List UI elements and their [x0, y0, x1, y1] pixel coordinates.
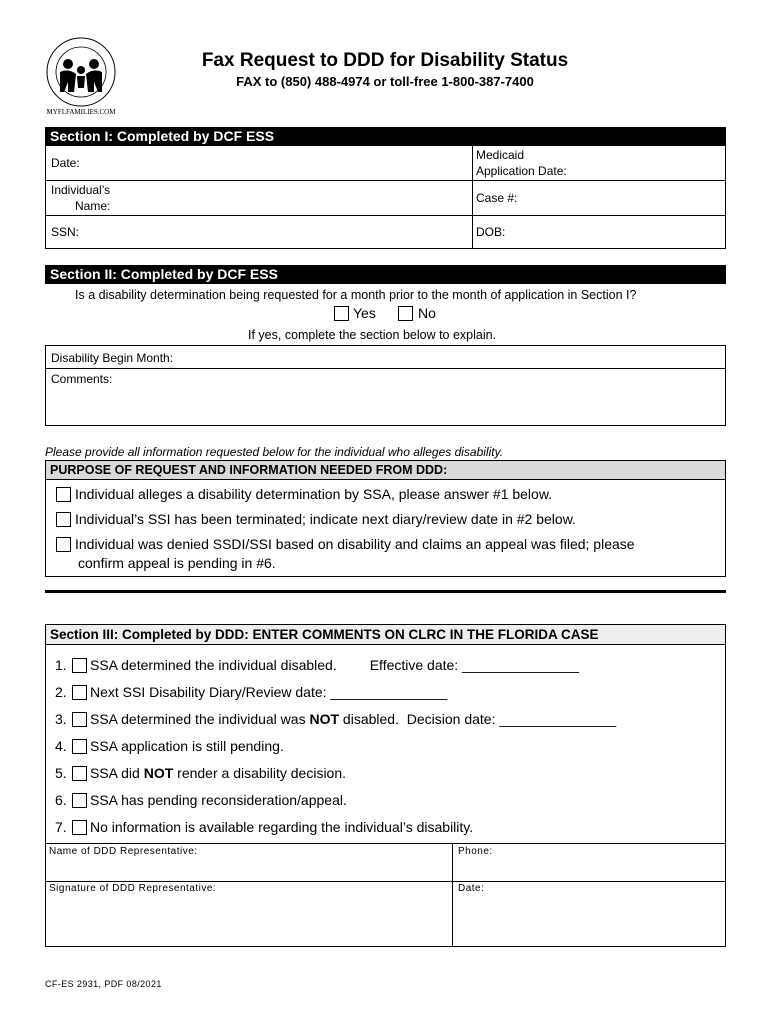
date-field[interactable] [145, 152, 465, 176]
item-number: 6. [55, 792, 67, 808]
item-text-pre: SSA determined the individual was [90, 711, 310, 727]
section3-item-2 [55, 684, 447, 700]
name-label: Name: [75, 199, 111, 213]
rep-signature-label: Signature of DDD Representative: [49, 883, 217, 894]
purpose-option-3-checkbox[interactable] [56, 537, 71, 552]
item-number: 1. [55, 657, 67, 673]
logo-url: MYFLFAMILIES.COM [46, 108, 116, 116]
item-text: SSA determined the individual disabled. [90, 657, 337, 673]
item-text: No information is available regarding the individual’s disability. [90, 819, 474, 835]
section2-heading: Section II: Completed by DCF ESS [45, 265, 726, 284]
yes-label: Yes [353, 305, 376, 321]
section3-item-3-checkbox[interactable] [72, 712, 87, 727]
dob-label: DOB: [476, 225, 506, 239]
section2-question: Is a disability determination being requested for a month prior to the month of application in Section I? [75, 288, 637, 302]
no-checkbox[interactable] [398, 306, 413, 321]
begin-month-label: Disability Begin Month: [51, 351, 174, 365]
phone-label: Phone: [458, 846, 493, 857]
item-text-pre: SSA did [90, 765, 144, 781]
dcf-logo [38, 34, 124, 116]
section3-item-4-checkbox[interactable] [72, 739, 87, 754]
yes-checkbox[interactable] [334, 306, 349, 321]
form-id: CF-ES 2931, PDF 08/2021 [45, 979, 162, 989]
section3-item-6 [55, 792, 347, 808]
case-label: Case #: [476, 191, 518, 205]
purpose-option-1: Individual alleges a disability determination by SSA, please answer #1 below. [75, 486, 553, 502]
section3-item-7 [55, 819, 473, 835]
individual-label: Individual’s [51, 183, 111, 197]
effective-date: Effective date: _______________ [369, 657, 579, 673]
application-date-label: Application Date: [476, 164, 567, 178]
section3-item-2-checkbox[interactable] [72, 685, 87, 700]
item-number: 7. [55, 819, 67, 835]
comments-label: Comments: [51, 372, 113, 386]
purpose-option-1-checkbox[interactable] [56, 487, 71, 502]
item-text: SSA application is still pending. [90, 738, 284, 754]
name-field[interactable] [120, 186, 465, 212]
section3-item-5 [55, 765, 346, 781]
date-label: Date: [51, 156, 80, 170]
item-text: Next SSI Disability Diary/Review date: _______________ [90, 684, 448, 700]
section3-item-1 [55, 657, 579, 673]
section3-item-6-checkbox[interactable] [72, 793, 87, 808]
item-text-emphasis: NOT [309, 711, 340, 727]
section3-item-4 [55, 738, 284, 754]
rep-date-label: Date: [458, 883, 485, 894]
purpose-option-2-checkbox[interactable] [56, 512, 71, 527]
section3-heading: Section III: Completed by DDD: ENTER COMMENTS ON CLRC IN THE FLORIDA CASE [46, 625, 725, 645]
item-number: 2. [55, 684, 67, 700]
page-title: Fax Request to DDD for Disability Status [201, 50, 569, 71]
item-text-post: render a disability decision. [173, 765, 347, 781]
section2-instruction: If yes, complete the section below to explain. [248, 328, 497, 342]
item-text: SSA has pending reconsideration/appeal. [90, 792, 347, 808]
item-number: 5. [55, 765, 67, 781]
section3-item-7-checkbox[interactable] [72, 820, 87, 835]
medicaid-label: Medicaid [476, 148, 525, 162]
purpose-option-3-cont: confirm appeal is pending in #6. [78, 555, 276, 571]
purpose-note: Please provide all information requested below for the individual who alleges disability. [45, 445, 504, 459]
purpose-heading: PURPOSE OF REQUEST AND INFORMATION NEEDED FROM DDD: [46, 461, 725, 480]
item-number: 4. [55, 738, 67, 754]
section3-item-5-checkbox[interactable] [72, 766, 87, 781]
section3-item-1-checkbox[interactable] [72, 658, 87, 673]
item-text-emphasis: NOT [143, 765, 174, 781]
purpose-option-3: Individual was denied SSDI/SSI based on disability and claims an appeal was filed; please [75, 536, 635, 552]
no-label: No [418, 305, 436, 321]
ssn-field[interactable] [90, 220, 465, 246]
ssn-label: SSN: [51, 225, 80, 239]
item-number: 3. [55, 711, 67, 727]
rep-name-label: Name of DDD Representative: [49, 846, 198, 857]
purpose-option-2: Individual’s SSI has been terminated; indicate next diary/review date in #2 below. [75, 511, 576, 527]
fax-line: FAX to (850) 488-4974 or toll-free 1-800-387-7400 [236, 74, 534, 89]
section3-item-3 [55, 711, 616, 727]
section1-heading: Section I: Completed by DCF ESS [45, 127, 726, 146]
section-divider [45, 590, 726, 593]
item-text-post: disabled. Decision date: _______________ [339, 711, 617, 727]
